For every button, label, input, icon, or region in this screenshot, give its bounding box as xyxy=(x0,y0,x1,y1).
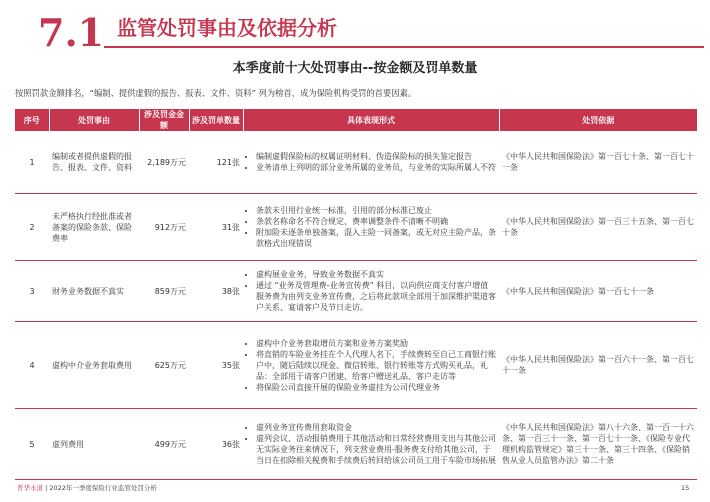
column-header-amount: 涉及罚金金额 xyxy=(139,109,189,131)
detail-item: • 虚列会议、活动报销费用于其他活动和日常经营费用支出与其他公司无实际业务往来情况下，列支营业费用-服务费支付给其他公司，于当日在扣除相关税费和手续费后转回给该公司员工用于车险市场拓展 xyxy=(256,433,496,466)
detail-item: • 编制虚假保险标的权属证明材料、伪造保险标的损失鉴定报告 xyxy=(256,151,496,162)
row-reason: 未严格执行经批准或者备案的保险条款、保险费率 xyxy=(49,194,139,261)
footer xyxy=(17,483,157,493)
row-details xyxy=(243,131,499,194)
table-row xyxy=(15,409,697,480)
row-reason: 虚列费用 xyxy=(49,409,139,480)
row-amount: 499万元 xyxy=(139,409,189,480)
intro-text: 按照罚款金额排名，“编制、提供虚假的报告、报表、文件、资料” 列为榜首，成为保险机构受罚的首要因素。 xyxy=(15,88,417,98)
detail-item: • 条款名称命名不符合规定、费率调整条件不清晰不明确 xyxy=(256,216,496,227)
row-basis: 《中华人民共和国保险法》第一百七十一条 xyxy=(499,261,697,322)
row-basis: 《中华人民共和国保险法》第一百六十一条、第一百七十一条 xyxy=(499,322,697,409)
detail-item: • 条款未引用行业统一标准，引用的部分标准已废止 xyxy=(256,205,496,216)
chapter-title: 监管处罚事由及依据分析 xyxy=(117,16,337,40)
row-seq: 3 xyxy=(15,261,49,322)
row-basis: 《中华人民共和国保险法》第八十六条、第一百一十六条、第一百三十一条、第一百七十一条、《保险专业代理机构监管规定》第三十一条、第三十四条、《保险销售从业人员监管办法》第二十条 xyxy=(499,409,697,480)
table-row xyxy=(15,261,697,322)
column-header-count: 涉及罚单数量 xyxy=(189,109,243,131)
detail-item: • 将保险公司直接开展的保险业务虚挂为公司代理业务 xyxy=(256,382,496,393)
row-details xyxy=(243,409,499,480)
column-header-details: 具体表现形式 xyxy=(243,109,499,131)
row-count: 35张 xyxy=(189,322,243,409)
row-reason: 编制或者提供虚假的报告、报表、文件、资料 xyxy=(49,131,139,194)
row-amount: 859万元 xyxy=(139,261,189,322)
detail-item: • 虚构中介业务套取增员方案和业务方案奖励 xyxy=(256,338,496,349)
row-amount: 2,189万元 xyxy=(139,131,189,194)
row-count: 38张 xyxy=(189,261,243,322)
chapter-number: 7.1 xyxy=(38,10,105,55)
detail-item: • 附加险未逐条单独备案，混入主险一同备案，或无对应主险产品，条款格式出现错误 xyxy=(256,227,496,249)
column-header-reason: 处罚事由 xyxy=(49,109,139,131)
table-header-row xyxy=(15,109,697,131)
row-seq: 1 xyxy=(15,131,49,194)
column-header-seq: 序号 xyxy=(15,109,49,131)
detail-item: • 虚列业务宣传费用套取资金 xyxy=(256,422,496,433)
title-divider xyxy=(104,46,704,48)
row-reason: 财务业务数据不真实 xyxy=(49,261,139,322)
row-details xyxy=(243,261,499,322)
table-row xyxy=(15,322,697,409)
column-header-basis: 处罚依据 xyxy=(499,109,697,131)
row-basis: 《中华人民共和国保险法》第一百七十条、第一百七十一条 xyxy=(499,131,697,194)
detail-item: • 通过 “业务及管理费-业务宣传费” 科目，以向供应商支付客户增值服务费为由列支业务宣传费，之后将此款项全部用于加深维护渠道客户关系、宴请客户及节日走访。 xyxy=(256,280,496,313)
row-count: 36张 xyxy=(189,409,243,480)
footer-report-title: | 2022年一季度保险行业监管处罚分析 xyxy=(43,484,157,492)
row-seq: 4 xyxy=(15,322,49,409)
row-seq: 2 xyxy=(15,194,49,261)
row-details xyxy=(243,194,499,261)
detail-item: • 将直销的车险业务挂在个人代理人名下，手续费转至自己工商银行账户中，随后陆续以现金、微信转账、银行转账等方式购买礼品，礼品：全部用于请客户团建、给客户赠送礼品、客户走访等 xyxy=(256,349,496,382)
row-amount: 625万元 xyxy=(139,322,189,409)
row-seq: 5 xyxy=(15,409,49,480)
row-basis: 《中华人民共和国保险法》第一百三十五条、第一百七十条 xyxy=(499,194,697,261)
detail-item: • 业务清单上列明的部分业务所属的业务员，与业务的实际所属人不符 xyxy=(256,162,496,173)
row-reason: 虚构中介业务套取费用 xyxy=(49,322,139,409)
row-amount: 912万元 xyxy=(139,194,189,261)
penalty-table xyxy=(15,109,697,480)
row-count: 31张 xyxy=(189,194,243,261)
table-row xyxy=(15,194,697,261)
row-details xyxy=(243,322,499,409)
section-subtitle: 本季度前十大处罚事由--按金额及罚单数量 xyxy=(232,61,478,76)
row-count: 121张 xyxy=(189,131,243,194)
page-number: 15 xyxy=(681,484,690,492)
detail-item: • 虚构展业业务，导致业务数据不真实 xyxy=(256,269,496,280)
footer-brand: 普华永道 xyxy=(17,484,43,492)
table-row xyxy=(15,131,697,194)
